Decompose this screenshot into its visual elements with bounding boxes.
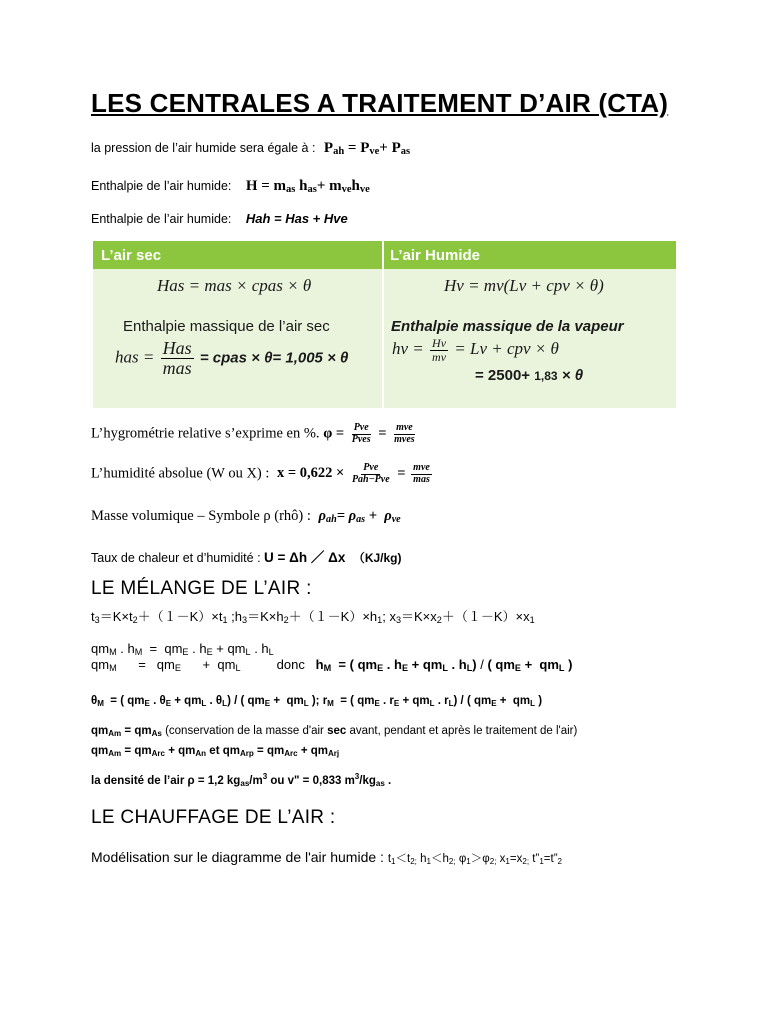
table-divider — [382, 241, 384, 408]
formula-hv-coef: 1,83 — [534, 369, 558, 383]
formula-hv-numeric — [475, 367, 583, 384]
conservation-text-1: (conservation de la masse d'air — [165, 725, 324, 737]
fraction-mve-mves: $\frac{\text{mve}}{\text{mves}}$ — [394, 422, 415, 445]
enthalpie-label-1: Enthalpie de l’air humide: — [91, 179, 232, 193]
taux-line — [91, 546, 402, 566]
masse-line — [91, 508, 401, 525]
fraction-has-mas: $\frac{\text{Has}}{\text{mas}}$ — [162, 338, 192, 378]
masse-formula: $\rho_{ah}= \rho_{as} + \rho_{ve}$ — [318, 508, 401, 525]
enthalpie-formula-1: $H = m_{as}$ $h_{as}+ m_{ve}h_{ve}$ — [245, 178, 370, 195]
formula-has-massique: has = $\frac{\text{Has}}{\text{mas}}$ = cpas × θ= 1,005 × θ — [115, 338, 349, 378]
header-air-sec: L’air sec — [101, 247, 162, 264]
hygrometrie-label: L’hygrométrie relative s’exprime en %. — [91, 425, 320, 442]
modelisation-line — [91, 849, 562, 866]
subtitle-air-sec: Enthalpie massique de l’air sec — [123, 318, 330, 335]
densite-line: la densité de l’air ρ = 1,2 $kg_{as}/m^3$ ou v" = 0,833 $m^3/kg_{as}$ . — [91, 772, 392, 788]
melange-heading: LE MÉLANGE DE L’AIR : — [91, 578, 312, 599]
qm-mass-line: $qm_M$ = $qm_E$ + $qm_L$ donc $h_M$ = ( $qm_E$ . $h_E + qm_L$ . $h_L$) / ( $qm_E + qm_L$ ) — [91, 657, 573, 673]
humidite-label: L’humidité absolue (W ou X) : — [91, 465, 270, 482]
masse-label: Masse volumique – Symbole ρ (rhô) : — [91, 508, 311, 524]
pression-formula: $P_{ah} = P_{ve}+ P_{as}$ — [323, 140, 411, 157]
modelisation-label: Modélisation sur le diagramme de l'air humide : — [91, 849, 384, 865]
header-air-humide: L’air Humide — [390, 247, 481, 264]
densite-text: la densité de l’air ρ = 1,2 kg — [91, 775, 241, 787]
taux-label: Taux de chaleur et d’humidité : — [91, 551, 261, 565]
donc-word: donc — [276, 657, 305, 672]
humidite-line: L’humidité absolue (W ou X) : x = 0,622 × $\frac{\text{Pve}}{\text{Pah−Pve}}$ = $\frac{\text{mve}}{\text{mas}}$ — [91, 462, 430, 485]
conservation-text-2: avant, pendant et après le traitement de l'air) — [349, 725, 578, 737]
chauffage-heading: LE CHAUFFAGE DE L’AIR : — [91, 807, 336, 828]
page-title: LES CENTRALES A TRAITEMENT D’AIR (CTA) — [91, 88, 669, 118]
fraction-hv-mv: $\frac{Hv}{mv}$ — [432, 336, 447, 364]
taux-formula: U = Δh ／ Δx — [264, 550, 346, 565]
hygrometrie-line: L’hygrométrie relative s’exprime en %. φ = $\frac{\text{Pve}}{\text{Pves}}$ = $\frac{\text{mve}}{\text{mves}}$ — [91, 422, 415, 445]
formula-has: Has = mas × cpas × θ — [157, 276, 312, 295]
formula-hv: Hv = mv(Lv + cpv × θ) — [444, 276, 604, 295]
theta-r-line: $\theta_M$ = ( $qm_E$ . $\theta_E + qm_L$ . $\theta_L$) / ( $qm_E + qm_L$ ); $r_M$ = ( $qm_E$ . $r_E + qm_L$ . $r_L$) / ( $qm_E + qm_L$ ) — [91, 695, 543, 708]
taux-unit: （KJ/kg) — [352, 551, 402, 565]
table-header — [93, 241, 676, 269]
et-word: et — [209, 745, 220, 757]
formula-hv-massique: hv = $\frac{Hv}{mv}$ = Lv + cpv × θ — [392, 336, 559, 364]
melange-formula-line: $t_3=K\times t_2+(1-K)\times t_1$ $;h_3=K\times h_2+(1-K)\times h_1$; $x_3=K\times x_2+(1-K)\times x_1$ — [91, 609, 535, 625]
pression-label: la pression de l’air humide sera égale à : — [91, 141, 316, 155]
pression-line — [91, 139, 410, 157]
enthalpy-table — [93, 241, 676, 408]
phi-symbol: φ = — [323, 425, 345, 442]
subtitle-vapeur: Enthalpie massique de la vapeur — [391, 318, 624, 335]
conservation-text-sec: sec — [327, 725, 347, 737]
modelisation-formula: $t_1<t_{2;}$ $h_1<h_{2;}$ $\varphi_1>\varphi_{2;}$ $x_1=x_{2;}$ $t”_1=t”_2$ — [387, 853, 563, 866]
fraction-mve-mas: $\frac{\text{mve}}{\text{mas}}$ — [413, 462, 430, 485]
formula-hv-theta: × θ — [561, 367, 584, 384]
formula-hv-2500: = 2500+ — [475, 367, 531, 384]
formula-has-tail: = cpas × θ= 1,005 × θ — [199, 349, 349, 367]
enthalpie-line-1 — [91, 177, 370, 195]
fraction-pve-pah: $\frac{\text{Pve}}{\text{Pah−Pve}}$ — [351, 462, 390, 485]
fraction-pve-pves: $\frac{\text{Pve}}{\text{Pves}}$ — [351, 422, 371, 445]
conservation-line: $qm_{Am} = qm_{As}$ (conservation de la masse d'air sec avant, pendant et après le traitement de l'air) — [91, 725, 578, 738]
humidite-formula: x = 0,622 × — [277, 465, 345, 482]
formula-hv-tail: = Lv + cpv × θ — [454, 339, 559, 358]
enthalpie-label-2: Enthalpie de l’air humide: — [91, 212, 232, 226]
conservation-line-2: $qm_{Am} = qm_{Arc} + qm_{An}$ et $qm_{Arp} = qm_{Arc} + qm_{Arj}$ — [91, 745, 340, 758]
qm-enthalpie-line: $qm_M$ . $h_M = qm_E$ . $h_E + qm_L$ . $h_L$ — [91, 641, 274, 657]
enthalpie-formula-2: Hah = Has + Hve — [245, 211, 348, 226]
enthalpie-line-2 — [91, 210, 348, 228]
